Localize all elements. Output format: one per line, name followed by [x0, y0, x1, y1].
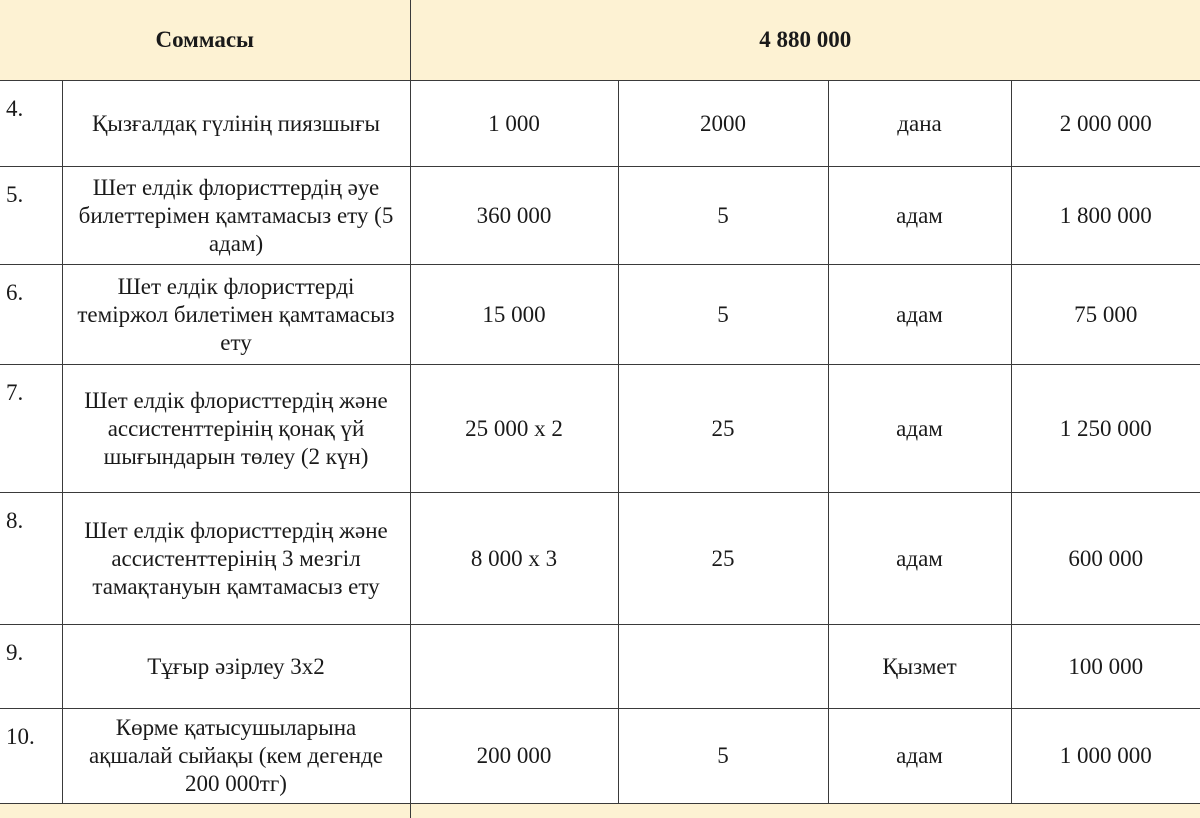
summary-header-row: [0, 0, 1200, 81]
unit-price: [410, 625, 618, 709]
table-row: [0, 265, 1200, 365]
item-name: Тұғыр әзірлеу 3х2: [62, 625, 410, 709]
unit: адам: [828, 365, 1011, 493]
sum-total-cell: [410, 0, 1200, 81]
footer-right-cell: [410, 804, 1200, 818]
row-sum: 1 800 000: [1011, 167, 1200, 265]
row-sum: 600 000: [1011, 493, 1200, 625]
row-number: 6.: [0, 265, 62, 365]
table-row: [0, 493, 1200, 625]
table-row: [0, 625, 1200, 709]
item-name: Шет елдік флористтерді теміржол билетімен қамтамасыз ету: [62, 265, 410, 365]
item-name: Шет елдік флористтердің және ассистенттерінің қонақ үй шығындарын төлеу (2 күн): [62, 365, 410, 493]
unit-price: 360 000: [410, 167, 618, 265]
row-number: 5.: [0, 167, 62, 265]
unit: адам: [828, 709, 1011, 804]
row-sum: 2 000 000: [1011, 81, 1200, 167]
sum-label: Соммасы: [156, 27, 255, 52]
sum-total: 4 880 000: [759, 27, 851, 52]
row-number: 7.: [0, 365, 62, 493]
table-row: [0, 81, 1200, 167]
row-sum: 1 250 000: [1011, 365, 1200, 493]
footer-left-cell: [0, 804, 410, 818]
quantity: [618, 625, 828, 709]
row-sum: 100 000: [1011, 625, 1200, 709]
quantity: 25: [618, 365, 828, 493]
unit: Қызмет: [828, 625, 1011, 709]
row-sum: 1 000 000: [1011, 709, 1200, 804]
item-name: Шет елдік флористтердің және ассистенттерінің 3 мезгіл тамақтануын қамтамасыз ету: [62, 493, 410, 625]
row-sum: 75 000: [1011, 265, 1200, 365]
row-number: 4.: [0, 81, 62, 167]
quantity: 5: [618, 709, 828, 804]
sum-label-cell: [0, 0, 410, 81]
unit: дана: [828, 81, 1011, 167]
unit-price: 8 000 х 3: [410, 493, 618, 625]
item-name: Шет елдік флористтердің әуе билеттерімен қамтамасыз ету (5 адам): [62, 167, 410, 265]
quantity: 2000: [618, 81, 828, 167]
table-row: [0, 365, 1200, 493]
table-row: [0, 167, 1200, 265]
unit: адам: [828, 493, 1011, 625]
quantity: 5: [618, 265, 828, 365]
quantity: 5: [618, 167, 828, 265]
unit-price: 200 000: [410, 709, 618, 804]
table-row: [0, 709, 1200, 804]
row-number: 9.: [0, 625, 62, 709]
quantity: 25: [618, 493, 828, 625]
row-number: 10.: [0, 709, 62, 804]
summary-footer-row: [0, 804, 1200, 818]
unit-price: 15 000: [410, 265, 618, 365]
unit: адам: [828, 265, 1011, 365]
item-name: Көрме қатысушыларына ақшалай сыйақы (кем дегенде 200 000тг): [62, 709, 410, 804]
unit: адам: [828, 167, 1011, 265]
row-number: 8.: [0, 493, 62, 625]
item-name: Қызғалдақ гүлінің пиязшығы: [62, 81, 410, 167]
unit-price: 25 000 х 2: [410, 365, 618, 493]
unit-price: 1 000: [410, 81, 618, 167]
